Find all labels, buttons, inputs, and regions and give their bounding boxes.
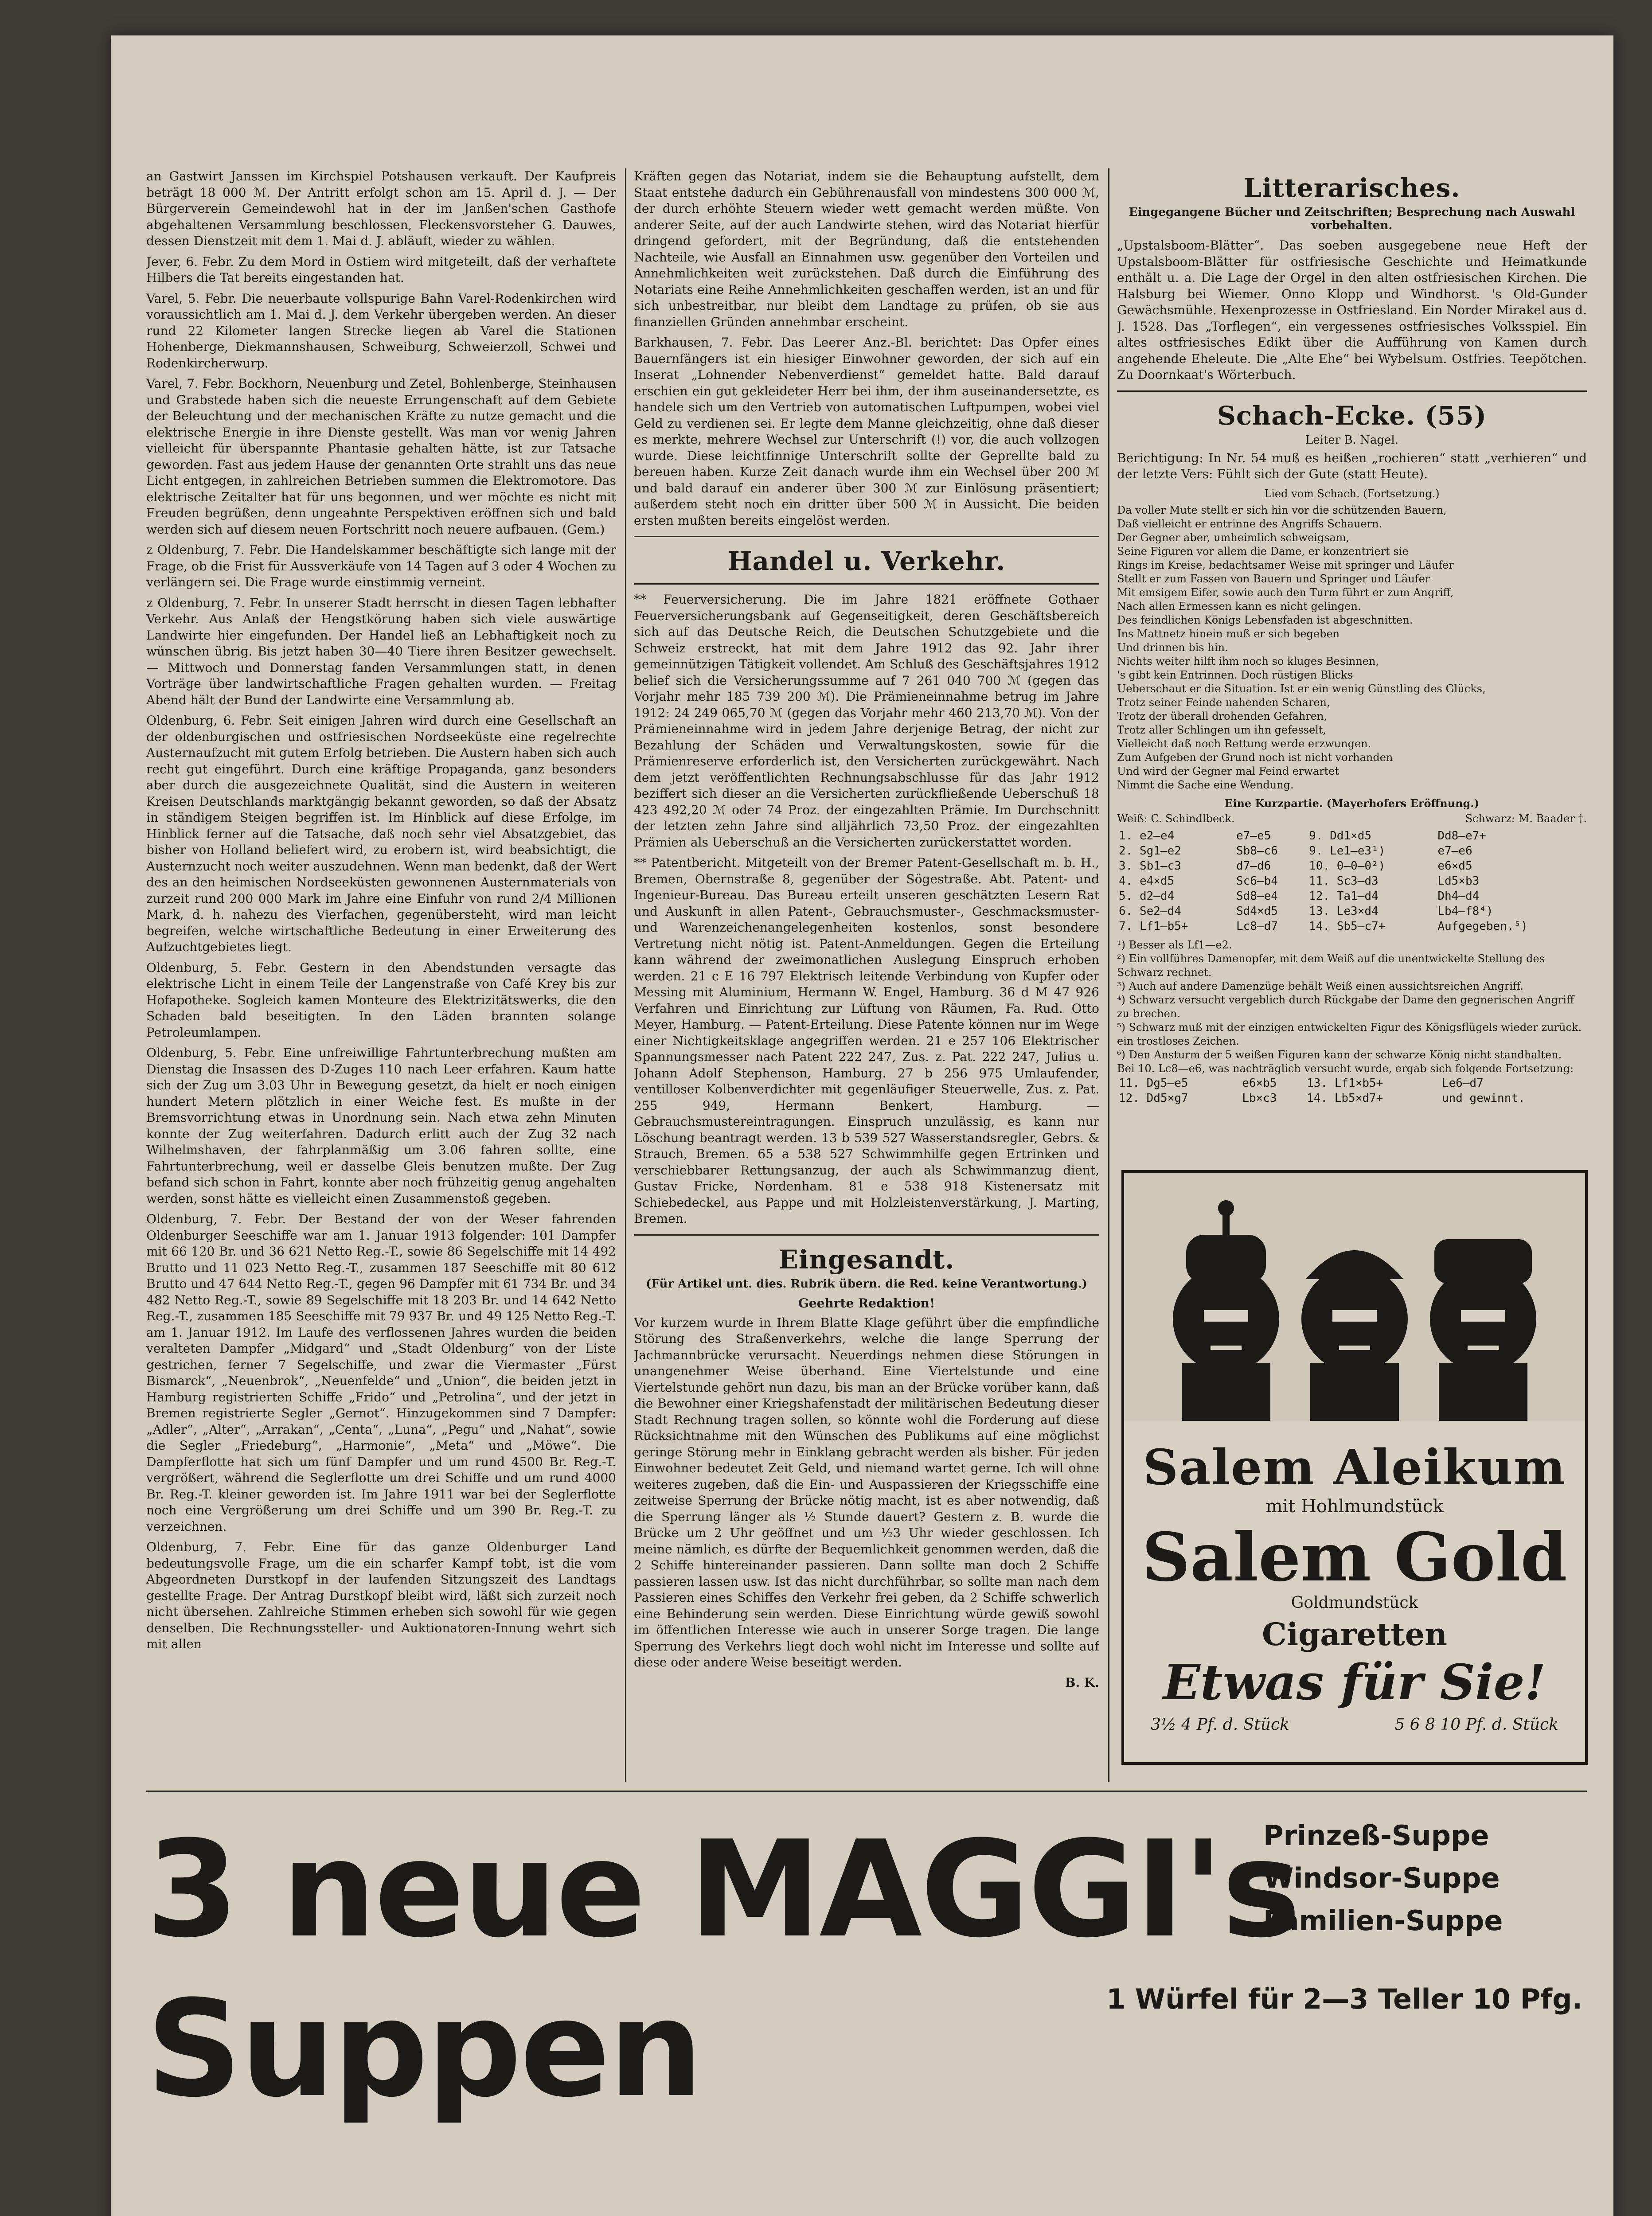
move-cell: 9. Dd1×d5 bbox=[1309, 829, 1372, 843]
maggi-footer: 1 Würfel für 2—3 Teller 10 Pfg. bbox=[1106, 1983, 1582, 2015]
move-cell: 12. Dd5×g7 bbox=[1119, 1091, 1188, 1105]
price-left: 3½ 4 Pf. d. Stück bbox=[1151, 1716, 1289, 1734]
move-cell: 14. Lb5×d7+ bbox=[1307, 1091, 1383, 1105]
litterarisches-heading: Litterarisches. bbox=[1243, 173, 1461, 203]
move-cell: 11. Sc3—d3 bbox=[1309, 874, 1379, 888]
move-cell: e7—e6 bbox=[1437, 844, 1472, 858]
section-divider bbox=[634, 1234, 1099, 1236]
salem-aleikum-ad bbox=[1121, 1170, 1588, 1765]
move-row bbox=[1117, 904, 1587, 919]
move-cell: Lb4—f8⁴) bbox=[1437, 904, 1493, 918]
section-divider bbox=[634, 583, 1099, 585]
move-cell: 5. d2—d4 bbox=[1119, 889, 1175, 903]
move-cell: 11. Dg5—e5 bbox=[1119, 1076, 1188, 1090]
poem-line: Stellt er zum Fassen von Bauern und Springer und Läufer bbox=[1117, 572, 1430, 585]
move-cell: 9. Le1—e3¹) bbox=[1309, 844, 1386, 858]
poem-line: Und wird der Gegner mal Feind erwartet bbox=[1117, 765, 1340, 777]
chess-poem bbox=[1117, 503, 1587, 792]
maggi-ad bbox=[146, 1791, 1587, 2126]
move-cell: 7. Lf1—b5+ bbox=[1119, 919, 1188, 933]
litterarisches-text: „Upstalsboom-Blätter“. Das soeben ausgegebene neue Heft der Upstalsboom-Blätter für ostfriesische Geschichte und Heimatkunde enthält u. a. Die Lage der Orgel in den alten ostfriesischen Kirchen. Die Halsburg bei Wiemer. Onno Klopp und Windhorst. 's Old-Gunder Gewächsmühle. Hexenprozesse in Ostfriesland. Ein Norder Mirakel aus d. J. 1528. Das „Torflegen“, ein vergessenes ostfriesisches Volksspiel. Ein altes ostfriesisches Edikt über die Aufführung von Kamen durch angehende Eheleute. Die „Alte Ehe“ bei Wybelsum. Ostfries. Teepötchen. Zu Doornkaat's Wörterbuch. bbox=[1117, 238, 1587, 382]
poem-line: Seine Figuren vor allem die Dame, er konzentriert sie bbox=[1117, 545, 1409, 558]
poem-line: Nichts weiter hilft ihm noch so kluges Besinnen, bbox=[1117, 655, 1379, 667]
move-cell: d7—d6 bbox=[1236, 859, 1271, 873]
poem-line: Und drinnen bis hin. bbox=[1117, 641, 1228, 654]
move-cell: Sc6—b4 bbox=[1236, 874, 1278, 888]
move-cell: Sd8—e4 bbox=[1236, 889, 1278, 903]
move-cell: Sb8—c6 bbox=[1236, 844, 1278, 858]
handel-heading: Handel u. Verkehr. bbox=[727, 546, 1006, 576]
brand-subline-1: mit Hohlmundstück bbox=[1265, 1496, 1444, 1517]
move-cell: Lb×c3 bbox=[1242, 1091, 1277, 1105]
eingesandt-signature: B. K. bbox=[1065, 1675, 1099, 1690]
move-cell: e6×b5 bbox=[1242, 1076, 1277, 1090]
price-right: 5 6 8 10 Pf. d. Stück bbox=[1394, 1716, 1558, 1734]
move-cell: 6. Se2—d4 bbox=[1119, 904, 1181, 918]
move-cell: 14. Sb5—c7+ bbox=[1309, 919, 1386, 933]
game-note: ¹) Besser als Lf1—e2. bbox=[1117, 938, 1232, 951]
poem-line: Ins Mattnetz hinein muß er sich begeben bbox=[1117, 627, 1340, 640]
soup-item: Windsor-Suppe bbox=[1263, 1862, 1500, 1894]
move-cell: Le6—d7 bbox=[1441, 1076, 1484, 1090]
eingesandt-salutation: Geehrte Redaktion! bbox=[798, 1295, 935, 1311]
move-cell: Lc8—d7 bbox=[1236, 919, 1278, 933]
poem-line: Trotz seiner Feinde nahenden Scharen, bbox=[1117, 696, 1330, 709]
brand-salem-gold: Salem Gold bbox=[1142, 1518, 1567, 1596]
maggi-soup-list bbox=[1263, 1814, 1503, 1942]
newspaper-page bbox=[111, 35, 1613, 2216]
move-row bbox=[1117, 889, 1587, 904]
poem-line: Zum Aufgeben der Grund noch ist nicht vorhanden bbox=[1117, 751, 1393, 764]
eingesandt-heading: Eingesandt. bbox=[778, 1244, 955, 1275]
players-line bbox=[1117, 812, 1587, 826]
brand-salem-aleikum: Salem Aleikum bbox=[1143, 1439, 1566, 1496]
move-row bbox=[1117, 828, 1587, 843]
handel-paragraph: ** Feuerversicherung. Die im Jahre 1821 eröffnete Gothaer Feuerversicherungsbank auf Gegenseitigkeit, deren Geschäftsbereich sich auf das Deutsche Reich, die Deutschen Schutzgebiete und die Schweiz erstreckt, hat mit dem Jahre 1912 das 92. Jahr ihrer gemeinnützigen Tätigkeit vollendet. Am Schluß des Geschäftsjahres 1912 belief sich die Versicherungssumme auf 7 261 040 700 ℳ (gegen das Vorjahr mehr 185 739 200 ℳ). Die Prämieneinnahme betrug im Jahre 1912: 24 249 065,70 ℳ (gegen das Vorjahr mehr 460 213,70 ℳ). Von der Prämieneinnahme wird in jedem Jahre derjenige Betrag, der nicht zur Bezahlung der Schäden und Verwaltungskosten, sowie für die Prämienreserve erforderlich ist, den Versicherten zurückgewährt. Nach dem jetzt veröffentlichten Rechnungsabschlusse für das Jahr 1912 beziffert sich dieser an die Versicherten zurückfließende Ueberschuß 18 423 492,20 ℳ oder 74 Proz. der eingezahlten Prämie. Im Durchschnitt der letzten zehn Jahre sind alljährlich 73,50 Proz. der eingezahlten Prämien als Ueberschuß an die Versicherten zurückerstattet worden. bbox=[634, 592, 1099, 850]
move-cell: Sd4×d5 bbox=[1236, 904, 1278, 918]
poem-line: Daß vielleicht er entrinne des Angriffs Schauern. bbox=[1117, 517, 1383, 530]
move-cell: Aufgegeben.⁵) bbox=[1437, 919, 1528, 933]
column-1 bbox=[146, 168, 616, 1773]
schach-leader: Leiter B. Nagel. bbox=[1305, 433, 1398, 447]
article-paragraph: Oldenburg, 5. Febr. Gestern in den Abendstunden versagte das elektrische Licht in einem Teile der Langenstraße von Café Krey bis zur Hofapotheke. Sogleich kamen Monteure des Elektrizitätswerks, die den Schaden bald beseitigten. In den Läden brannten solange Petroleumlampen. bbox=[146, 960, 616, 1040]
poem-line: Trotz aller Schlingen um ihn gefesselt, bbox=[1117, 723, 1327, 736]
handel-paragraph: ** Patentbericht. Mitgeteilt von der Bremer Patent-Gesellschaft m. b. H., Bremen, Obernstraße 8, gegenüber der Sögestraße. Abt. Patent- und Ingenieur-Bureau. Das Bureau erteilt unseren geschätzten Lesern Rat und Auskunft in allen Patent-, Gebrauchsmuster-, Geschmacksmuster- und Warenzeichenangelegenheiten kostenlos, sonst besondere Vertretung nicht nötig ist. Patent-Anmeldungen. Gegen die Erteilung kann während der zweimonatlichen Auslegung Einspruch erhoben werden. 21 c E 16 797 Elektrisch leitende Verbindung von Kupfer oder Messing mit Aluminium, Hermann W. Engel, Hamburg. 36 d M 47 926 Verfahren und Einrichtung zur Lüftung von Räumen, Fa. Rud. Otto Meyer, Hamburg. — Patent-Erteilung. Diese Patente können nur im Wege einer Nichtigkeitsklage angegriffen werden. 21 e 257 106 Elektrischer Spannungsmesser nach Patent 222 247, Zus. z. Pat. 222 247, Julius u. Johann Adolf Stephenson, Hamburg. 27 b 256 975 Umlaufender, ventilloser Kolbenverdichter mit gegenläufiger Steuerwelle, Zus. z. Pat. 255 949, Hermann Benkert, Hamburg. — Gebrauchsmustereintragungen. Einspruch unzulässig, es kann nur Löschung beantragt werden. 13 b 539 527 Wasserstandsregler, Gebrs. & Strauch, Bremen. 65 a 538 527 Schwimmhilfe gegen Ertrinken und verschiebbarer Rettungsanzug, der auch als Schwimmanzug dient, Gustav Fricke, Nordenham. 81 e 538 918 Kistenersatz mit Schiebedeckel, aus Pappe und mit Holzleistenverstärkung, J. Marting, Bremen. bbox=[634, 855, 1099, 1226]
poem-line: 's gibt kein Entrinnen. Doch rüstigen Blicks bbox=[1117, 668, 1353, 681]
article-paragraph: Kräften gegen das Notariat, indem sie die Behauptung aufstellt, dem Staat entstehe dadurch ein Gebührenausfall von mindestens 300 000 ℳ, der durch erhöhte Steuern wieder wett gemacht werden müßte. Von anderer Seite, auf der auch Landwirte stehen, wird das Notariat hierfür dringend gefordert, mit der Begründung, daß die entstehenden Nachteile, wie Ausfall an Einnahmen usw. gegenüber den Vorteilen und Annehmlichkeiten weit zurückstehen. Daß durch die Einführung des Notariats eine Reihe Annehmlichkeiten geschaffen werden, ist an und für sich unbestreitbar, nur bleibt dem Landtage zu prüfen, ob sie aus finanziellen Gründen annehmbar erscheint. bbox=[634, 169, 1099, 329]
column-2 bbox=[634, 168, 1099, 1773]
move-cell: Dh4—d4 bbox=[1437, 889, 1480, 903]
soup-item: Familien-Suppe bbox=[1263, 1904, 1503, 1937]
move-cell: 13. Le3×d4 bbox=[1309, 904, 1379, 918]
move-row bbox=[1117, 843, 1587, 858]
game-title: Eine Kurzpartie. (Mayerhofers Eröffnung.) bbox=[1224, 796, 1480, 810]
game-note: Bei 10. Lc8—e6, was nachträglich versucht wurde, ergab sich folgende Fortsetzung: bbox=[1117, 1062, 1574, 1075]
variation-table bbox=[1117, 1076, 1587, 1106]
article-paragraph: Barkhausen, 7. Febr. Das Leerer Anz.-Bl. berichtet: Das Opfer eines Bauernfängers ist ein hiesiger Einwohner geworden, der sich auf ein Inserat „Lohnender Nebenverdienst“ gemeldet hatte. Bald darauf erschien ein gut gekleideter Herr bei ihm, der ihm auseinandersetzte, es handele sich um den Vertrieb von automatischen Luftpumpen, wobei viel Geld zu verdienen sei. Er legte dem Manne gleichzeitig, ohne daß dieser es merkte, mehrere Wechsel zur Unterschrift (!) vor, die auch vollzogen wurde. Diese leichtfinnige Unterschrift sollte der Geprellte bald zu bereuen haben. Kurze Zeit danach wurde ihm ein Wechsel über 200 ℳ und bald darauf ein anderer über 300 ℳ zur Einlösung präsentiert; außerdem steht noch ein dritter über 500 ℳ in Aussicht. Die beiden ersten mußten bereits eingelöst werden. bbox=[634, 335, 1099, 528]
section-divider bbox=[1117, 390, 1587, 392]
poem-title: Lied vom Schach. (Fortsetzung.) bbox=[1264, 487, 1440, 500]
game-note: ²) Ein vollführes Damenopfer, mit dem Weiß auf die unentwickelte Stellung des Schwarz rechnet. bbox=[1117, 952, 1545, 979]
article-paragraph: z Oldenburg, 7. Febr. In unserer Stadt herrscht in diesen Tagen lebhafter Verkehr. Aus Anlaß der Hengstkörung haben sich viele auswärtige Landwirte hier eingefunden. Der Handel ließ an Lebhaftigkeit noch zu wünschen übrig. Bis jetzt haben 30—40 Tiere ihren Besitzer gewechselt. — Mittwoch und Donnerstag fanden Versammlungen statt, in denen Vorträge über landwirtschaftliche Fragen gehalten wurden. — Freitag Abend hält der Bund der Landwirte eine Versammlung ab. bbox=[146, 595, 616, 707]
article-paragraph: Varel, 7. Febr. Bockhorn, Neuenburg und Zetel, Bohlenberge, Steinhausen und Grabstede haben sich die neueste Errungenschaft auf dem Gebiete der Beleuchtung und der mechanischen Kräfte zu nutze gemacht und die elektrische Energie in ihre Dienste gestellt. Was man vor wenig Jahren vielleicht für überspannte Phantasie gehalten hätte, ist zur Tatsache geworden. Fast aus jedem Hause der genannten Orte strahlt uns das neue Licht entgegen, in zahlreichen Betrieben summen die Elektromotore. Das elektrische Zeitalter hat für uns begonnen, und wer möchte es nicht mit Freuden begrüßen, denn ungeahnte Perspektiven eröffnen sich und bald werden sich auf diesem neuen Fortschritt noch neuere aufbauen. (Gem.) bbox=[146, 376, 616, 537]
poem-line: Vielleicht daß noch Rettung werde erzwungen. bbox=[1117, 737, 1371, 750]
game-note: ³) Auch auf andere Damenzüge behält Weiß einen aussichtsreichen Angriff. bbox=[1117, 979, 1523, 992]
game-note: ⁵) Schwarz muß mit der einzigen entwickelten Figur des Königsflügels wieder zurück. ein trostloses Zeichen. bbox=[1117, 1021, 1582, 1047]
move-cell: 3. Sb1—c3 bbox=[1119, 859, 1181, 873]
maggi-headline: 3 neue MAGGI's Suppen bbox=[146, 1812, 1299, 2126]
brand-subline-2: Goldmundstück bbox=[1291, 1594, 1418, 1612]
article-paragraph: Jever, 6. Febr. Zu dem Mord in Ostiem wird mitgeteilt, daß der verhaftete Hilbers die Tat bereits eingestanden hat. bbox=[146, 254, 616, 285]
eingesandt-paragraph: Vor kurzem wurde in Ihrem Blatte Klage geführt über die empfindliche Störung des Straßenverkehrs, welche die lange Sperrung der Jachmannbrücke verursacht. Neuerdings nehmen diese Störungen in unangenehmer Weise überhand. Eine Viertelstunde und eine Viertelstunde gehört nun dazu, bis man an der Brücke vorüber kann, daß die Bewohner einer Kriegshafenstadt der militärischen Bedeutung dieser Stadt Rechnung tragen sollen, so könnte wohl die Forderung auf diese Rücksichtnahme mit den Wünschen des Publikums auf eine möglichst geringe Störung mehr in Einklang gebracht werden als bisher. Für jeden Einwohner bedeutet Zeit Geld, und niemand wartet gerne. Ich will ohne weiteres zugeben, daß die Ein- und Auspassieren der Kriegsschiffe eine zeitweise Sperrung der Brücke nötig macht, ist es aber notwendig, daß die Sperrung länger als ½ Stunde dauert? Gestern z. B. wurde die Brücke um 2 Uhr geöffnet und um ½3 Uhr wieder geschlossen. Ich meine nämlich, es dürfte der Bequemlichkeit genommen werden, daß die 2 Schiffe hintereinander passieren. Dann sollte man doch 2 Schiffe passieren lassen usw. Ist das nicht durchführbar, so sollte man nach dem Passieren eines Schiffes den Verkehr frei geben, da 2 Schiffe schwerlich eine Behinderung sein werden. Diese Einrichtung würde gewiß sowohl im öffentlichen Interesse wie auch in unserer Sorge tragen. Die lange Sperrung des Verkehrs liegt doch wohl nicht im Interesse und sollte auf diese oder andere Weise beseitigt werden. bbox=[634, 1315, 1099, 1670]
poem-line: Nimmt die Sache eine Wendung. bbox=[1117, 778, 1294, 791]
poem-line: Trotz der überall drohenden Gefahren, bbox=[1117, 710, 1328, 722]
move-cell: 10. 0—0—0²) bbox=[1309, 859, 1386, 873]
black-player: Schwarz: M. Baader †. bbox=[1465, 812, 1587, 825]
column-rule bbox=[1108, 168, 1109, 1782]
move-cell: 13. Lf1×b5+ bbox=[1307, 1076, 1383, 1090]
move-cell: Ld5×b3 bbox=[1437, 874, 1480, 888]
game-notes bbox=[1117, 938, 1587, 1076]
move-cell: Dd8—e7+ bbox=[1437, 829, 1486, 843]
moves-table bbox=[1117, 828, 1587, 934]
white-player: Weiß: C. Schindlbeck. bbox=[1117, 812, 1235, 825]
column-rule bbox=[625, 168, 626, 1782]
move-row bbox=[1117, 858, 1587, 874]
column-3 bbox=[1117, 168, 1587, 1161]
move-row bbox=[1117, 1091, 1587, 1106]
soup-item: Prinzeß-Suppe bbox=[1263, 1819, 1489, 1852]
poem-line: Rings im Kreise, bedachtsamer Weise mit springer und Läufer bbox=[1117, 558, 1454, 571]
move-row bbox=[1117, 1076, 1587, 1091]
poem-line: Des feindlichen Königs Lebensfaden ist abgeschnitten. bbox=[1117, 613, 1413, 626]
move-row bbox=[1117, 919, 1587, 934]
move-cell: 4. e4×d5 bbox=[1119, 874, 1175, 888]
schach-heading: Schach-Ecke. (55) bbox=[1217, 400, 1487, 431]
poem-line: Der Gegner aber, umheimlich schweigsam, bbox=[1117, 531, 1350, 544]
eingesandt-disclaimer: (Für Artikel unt. dies. Rubrik übern. die Red. keine Verantwortung.) bbox=[646, 1277, 1087, 1291]
move-cell: 2. Sg1—e2 bbox=[1119, 844, 1181, 858]
schach-correction: Berichtigung: In Nr. 54 muß es heißen „rochieren“ statt „verhieren“ und der letzte Vers: Fühlt sich der Gute (statt Heute). bbox=[1117, 450, 1587, 481]
poem-line: Mit emsigem Eifer, sowie auch den Turm führt er zum Angriff, bbox=[1117, 586, 1454, 599]
poem-line: Da voller Mute stellt er sich hin vor die schützenden Bauern, bbox=[1117, 503, 1447, 516]
move-cell: e6×d5 bbox=[1437, 859, 1472, 873]
move-cell: 12. Ta1—d4 bbox=[1309, 889, 1379, 903]
article-paragraph: Oldenburg, 5. Febr. Eine unfreiwillige Fahrtunterbrechung mußten am Dienstag die Insassen des D-Zuges 110 nach Leer erfahren. Kaum hatte sich der Zug um 3.03 Uhr in Bewegung gesetzt, da hielt er noch einigen hundert Metern plötzlich in einer Weiche fest. Es mußte in der Bremsvorrichtung etwas in Unordnung sein. Nach etwa zehn Minuten konnte der Zug weiterfahren. Dadurch erlitt auch der Zug 32 nach Wilhelmshaven, der fahrplanmäßig um 3.06 fahren sollte, eine Fahrtunterbrechung, weil er dasselbe Gleis benutzen mußte. Der Zug befand sich schon in Fahrt, konnte aber noch frühzeitig genug angehalten werden, sonst hätte es vielleicht einen Zusammenstoß gegeben. bbox=[146, 1046, 616, 1206]
price-line bbox=[1151, 1716, 1558, 1734]
poem-line: Ueberschaut er die Situation. Ist er ein wenig Günstling des Glücks, bbox=[1117, 682, 1486, 695]
article-paragraph: Oldenburg, 7. Febr. Der Bestand der von der Weser fahrenden Oldenburger Seeschiffe war am 1. Januar 1913 folgender: 101 Dampfer mit 66 120 Br. und 36 621 Netto Reg.-T., sowie 86 Segelschiffe mit 14 492 Brutto und 11 023 Netto Reg.-T., zusammen 187 Seeschiffe mit 80 612 Brutto und 47 644 Netto Reg.-T., gegen 96 Dampfer mit 61 734 Br. und 34 482 Netto Reg.-T., sowie 89 Segelschiffe mit 18 203 Br. und 14 642 Netto Reg.-T., zusammen 185 Seeschiffe mit 79 937 Br. und 49 125 Netto Reg.-T. am 1. Januar 1912. Im Laufe des verflossenen Jahres wurden die beiden veralteten Dampfer „Midgard“ und „Stadt Oldenburg“ von der Liste gestrichen, ferner 7 Segelschiffe, und zwar die Viermaster „Fürst Bismarck“, „Neuenbrok“, „Neuenfelde“ und „Union“, die beiden jetzt in Hamburg registrierten Schiffe „Frido“ und „Petrolina“, und der jetzt in Bremen registrierte Segler „Gernot“. Hinzugekommen sind 7 Dampfer: „Adler“, „Alter“, „Arrakan“, „Centa“, „Luna“, „Pegu“ und „Nahat“, sowie die Segler „Friedeburg“, „Harmonie“, „Meta“ und „Möwe“. Die Dampferflotte hat sich um fünf Dampfer und um rund 4500 Br. Reg.-T. vergrößert, während die Seglerflotte um drei Schiffe und um rund 4000 Br. Reg.-T. kleiner geworden ist. Im Jahre 1911 war bei der Seglerflotte noch eine Vergrößerung um drei Schiffe und um 390 Br. Reg.-T. zu verzeichnen. bbox=[146, 1212, 616, 1534]
litterarisches-subheading: Eingegangene Bücher und Zeitschriften; Besprechung nach Auswahl vorbehalten. bbox=[1129, 206, 1575, 232]
move-cell: und gewinnt. bbox=[1441, 1091, 1525, 1105]
move-cell: 1. e2—e4 bbox=[1119, 829, 1175, 843]
article-paragraph: Oldenburg, 6. Febr. Seit einigen Jahren wird durch eine Gesellschaft an der oldenburgischen und ostfriesischen Nordseeküste eine regelrechte Austernaufzucht mit gutem Erfolg betrieben. Die Austern haben sich auch recht gut eingeführt. Durch eine kräftige Propaganda, ganz besonders aber durch die ausgezeichnete Qualität, sind die Austern in weiteren Kreisen Deutschlands marktgängig bekannt geworden, so daß der Absatz in ständigem Steigen begriffen ist. Im Hinblick auf diese Erfolge, im Hinblick ferner auf die Tatsache, daß noch sehr viel Absatzgebiet, das bisher von Holland beliefert wird, zu erobern ist, wird beabsichtigt, die Austernzucht noch weiter auszudehnen. Wenn man bedenkt, daß der Wert des an den heimischen Nordseeküsten gewonnenen Austernmaterials von zurzeit rund 200 000 Mark im Jahre eine Einfuhr von rund 2/4 Millionen Mark, d. h. nahezu des Vierfachen, gegenübersteht, wird man leicht begreifen, welche wirtschaftliche Bedeutung in einer Erweiterung des Aufzuchtgebietes liegt. bbox=[146, 713, 616, 954]
product-type: Cigaretten bbox=[1261, 1616, 1448, 1653]
article-paragraph: Oldenburg, 7. Febr. Eine für das ganze Oldenburger Land bedeutungsvolle Frage, um die ein scharfer Kampf tobt, ist die vom Abgeordneten Durstkopf in der laufenden Sitzungszeit des Landtags gestellte Frage. Der Antrag Durstkopf bleibt wird, läßt sich zurzeit noch nicht übersehen. Zahlreiche Stimmen erheben sich sowohl für wie gegen denselben. Die Rechnungssteller- und Auktionatoren-Innung wehrt sich mit allen bbox=[146, 1540, 616, 1651]
move-row bbox=[1117, 874, 1587, 889]
game-note: ⁴) Schwarz versucht vergeblich durch Rückgabe der Dame den gegnerischen Angriff zu brechen. bbox=[1117, 993, 1574, 1020]
ad-illustration bbox=[1124, 1173, 1585, 1421]
game-note: ⁶) Den Ansturm der 5 weißen Figuren kann der schwarze König nicht standhalten. bbox=[1117, 1048, 1562, 1061]
article-paragraph: Varel, 5. Febr. Die neuerbaute vollspurige Bahn Varel-Rodenkirchen wird voraussichtlich am 1. Mai d. J. dem Verkehr übergeben werden. An dieser rund 22 Kilometer langen Strecke liegen ab Varel die Stationen Hohenberge, Diekmannshausen, Schweiburg, Schweierzoll, Schwei und Rodenkircherwurp. bbox=[146, 291, 616, 371]
ad-slogan: Etwas für Sie! bbox=[1163, 1654, 1546, 1711]
article-paragraph: z Oldenburg, 7. Febr. Die Handelskammer beschäftigte sich lange mit der Frage, ob die Frist für Aussverkäufe von 14 Tagen auf 3 oder 4 Wochen zu verlängern sei. Die Frage wurde einstimmig verneint. bbox=[146, 542, 616, 589]
poem-line: Nach allen Ermessen kann es nicht gelingen. bbox=[1117, 600, 1361, 613]
section-divider bbox=[634, 536, 1099, 537]
move-cell: e7—e5 bbox=[1236, 829, 1271, 843]
article-paragraph: an Gastwirt Janssen im Kirchspiel Potshausen verkauft. Der Kaufpreis beträgt 18 000 ℳ. Der Antritt erfolgt schon am 15. April d. J. — Der Bürgerverein Gemeindewohl hat in der im Janßen'schen Gasthofe abgehaltenen Versammlung beschlossen, Fleckensvorsteher G. Dauwes, dessen Dienstzeit mit dem 1. Mai d. J. abläuft, wieder zu wählen. bbox=[146, 169, 616, 248]
